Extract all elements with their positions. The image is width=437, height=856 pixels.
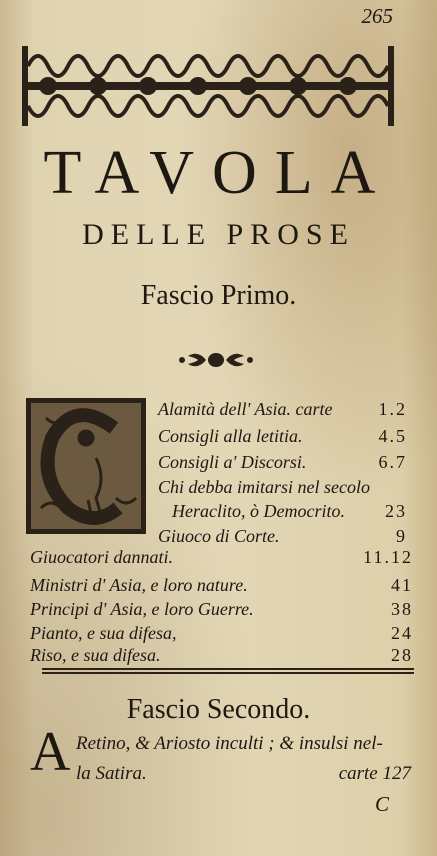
toc-entry-title: Heraclito, ò Democrito. bbox=[172, 501, 345, 521]
toc-entry-title: Giuoco di Corte. bbox=[158, 526, 280, 546]
section-divider-rule bbox=[42, 666, 414, 676]
toc-entry-page: 1.2 bbox=[378, 399, 407, 419]
toc-entry-page: 4.5 bbox=[378, 426, 407, 446]
toc-entry-title: Consigli alla letitia. bbox=[158, 426, 303, 446]
toc-entry-title: Chi debba imitarsi nel secolo bbox=[158, 477, 370, 497]
toc-entry-page: 24 bbox=[391, 623, 413, 643]
ornamental-headpiece bbox=[18, 36, 398, 136]
toc-entry-page: 41 bbox=[391, 575, 413, 595]
toc-entry-title: Riso, e sua difesa. bbox=[30, 645, 161, 665]
toc-entry-title: Pianto, e sua difesa, bbox=[30, 623, 177, 643]
toc-entry-page: 38 bbox=[391, 599, 413, 619]
toc-entry-title: Giuocatori dannati. bbox=[30, 547, 173, 567]
toc-entry-page: 23 bbox=[385, 501, 407, 521]
toc-entry-title: Ministri d' Asia, e loro nature. bbox=[30, 575, 248, 595]
toc-entry-page: 28 bbox=[391, 645, 413, 665]
initial-letter: A bbox=[30, 721, 71, 783]
entry-text-line: la Satira. bbox=[76, 763, 147, 784]
entry-text-line: Retino, & Ariosto inculti ; & insulsi nel- bbox=[76, 733, 383, 754]
toc-entry-title: Principi d' Asia, e loro Guerre. bbox=[30, 599, 254, 619]
drop-cap-c-woodcut bbox=[26, 398, 146, 534]
page-title: TAVOLA bbox=[43, 139, 394, 207]
toc-entry-title: Consigli a' Discorsi. bbox=[158, 452, 307, 472]
toc-entry-page: 9 bbox=[396, 526, 407, 546]
entry-page-reference: carte 127 bbox=[338, 763, 411, 784]
catchword: C bbox=[374, 792, 389, 816]
page-subtitle: DELLE PROSE bbox=[82, 218, 355, 251]
fleuron-ornament bbox=[176, 348, 256, 372]
toc-entry-title: Alamità dell' Asia. carte bbox=[158, 399, 333, 419]
section-heading-first: Fascio Primo. bbox=[140, 280, 297, 311]
section-heading-second: Fascio Secondo. bbox=[126, 694, 311, 725]
toc-entry-page: 11.12 bbox=[363, 547, 413, 567]
page-number: 265 bbox=[361, 4, 393, 28]
toc-entry-page: 6.7 bbox=[378, 452, 407, 472]
